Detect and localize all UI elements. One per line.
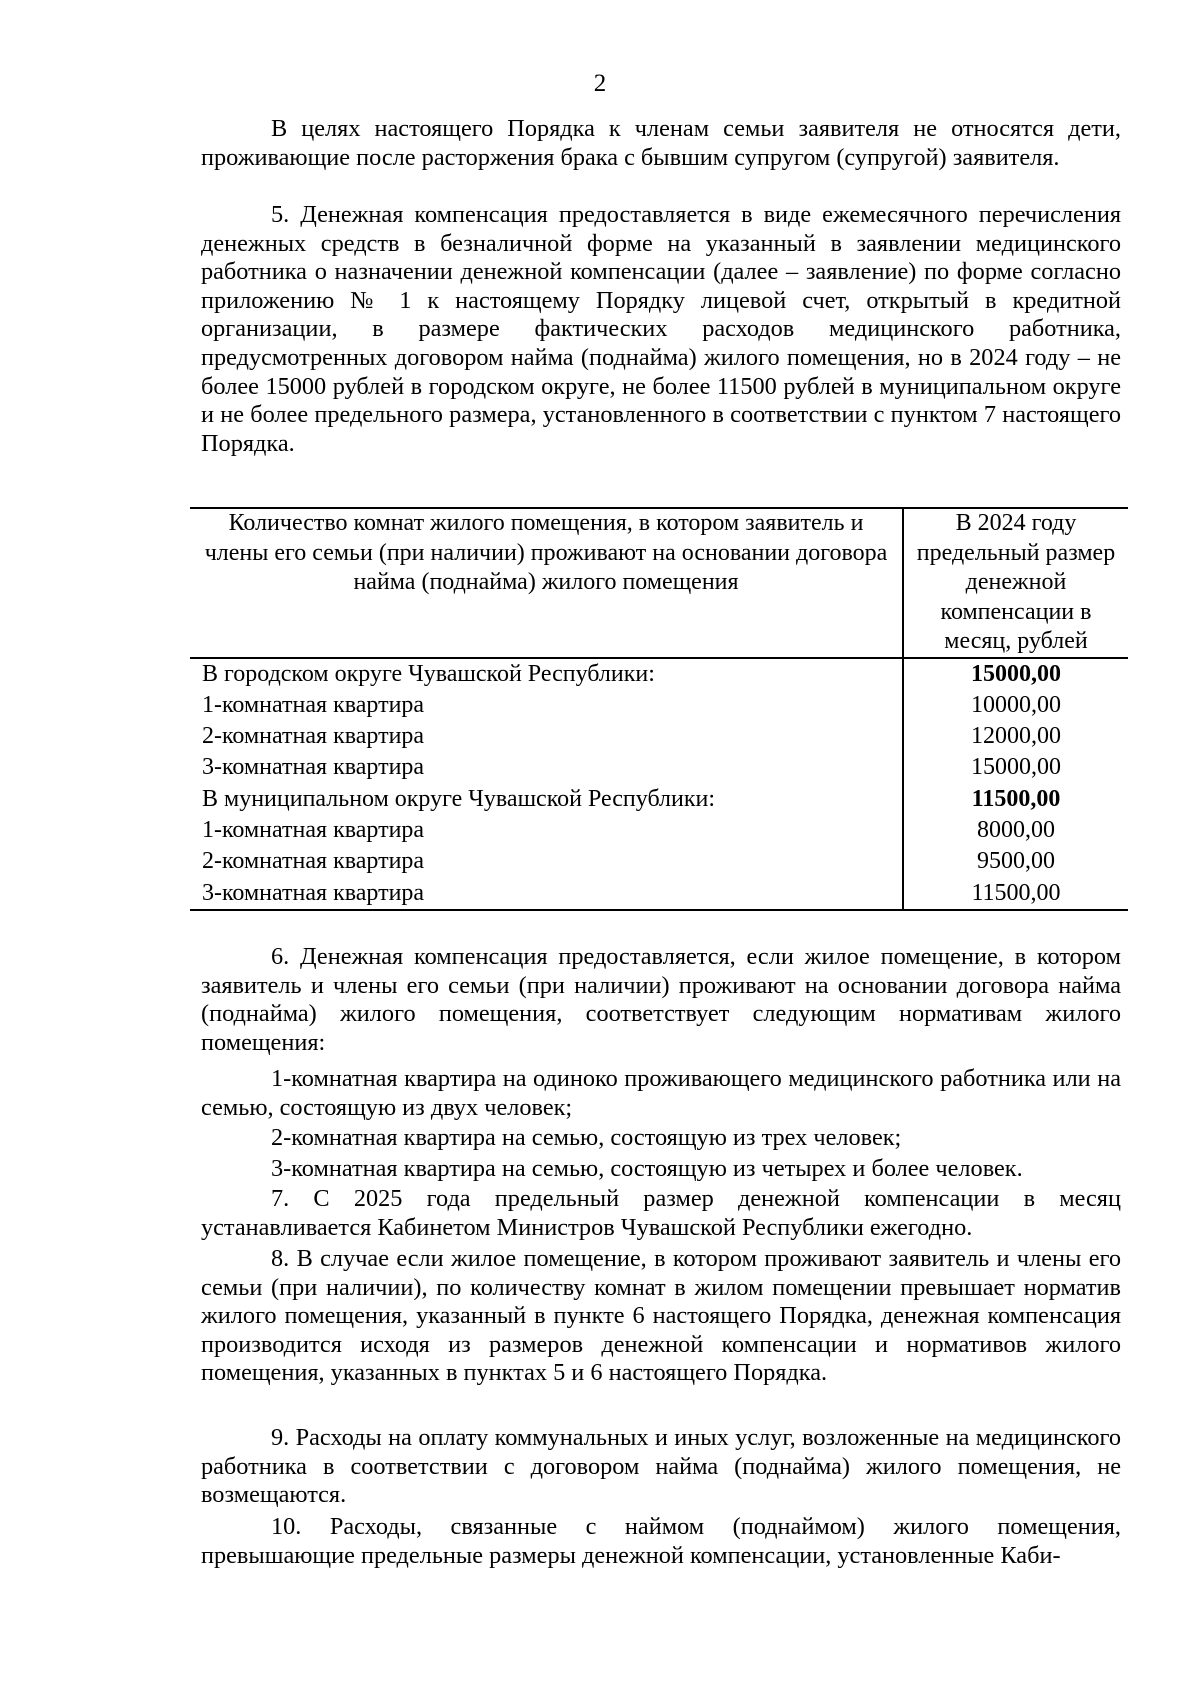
row-value: 15000,00 (903, 658, 1128, 690)
row-label: 3-комнатная квартира (202, 754, 425, 781)
norm-item-3: 3-комнатная квартира на семью, состоящую из четырех и более человек. (271, 1155, 1023, 1182)
paragraph-5: 5. Денежная компенсация предоставляется в виде ежемесячного перечисления денежных средств в безналичной форме на указанный в заявлении медицинского работника о назначении денежной компенсации (далее – заявление) по форме согласно приложению № 1 к настоящему Порядку лицевой счет, открытый в кредитной организации, в размере фактических расходов медицинского работника, предусмотренных договором найма (поднайма) жилого помещения, но в 2024 году – не более 15000 рублей в городском округе, не более 11500 рублей в муниципальном округе и не более предельного размера, установленного в соответствии с пунктом 7 настоящего Порядка. (201, 201, 1121, 457)
row-value: 11500,00 (903, 878, 1128, 910)
table-row (190, 658, 1128, 690)
row-value: 10000,00 (903, 690, 1128, 721)
row-label: 2-комнатная квартира (202, 848, 425, 875)
paragraph-10: 10. Расходы, связанные с наймом (поднаймом) жилого помещения, превышающие предельные размеры денежной компенсации, установленные Каби- (201, 1513, 1121, 1569)
row-label: В муниципальном округе Чувашской Республики: (202, 785, 716, 812)
table-row (190, 752, 1128, 783)
page-number: 2 (593, 70, 607, 97)
norm-item-1: 1-комнатная квартира на одиноко проживающего медицинского работника или на семью, состоящую из двух человек; (201, 1065, 1121, 1121)
row-label: 1-комнатная квартира (202, 816, 425, 843)
table-header-limit: В 2024 году предельный размер денежной компенсации в месяц, рублей (903, 508, 1128, 658)
table-row (190, 784, 1128, 815)
row-value: 12000,00 (903, 721, 1128, 752)
norm-item-2: 2-комнатная квартира на семью, состоящую из трех человек; (271, 1124, 902, 1151)
row-label: В городском округе Чувашской Республики: (202, 660, 655, 687)
table-row (190, 815, 1128, 846)
table-row (190, 846, 1128, 877)
paragraph-9: 9. Расходы на оплату коммунальных и иных услуг, возложенные на медицинского работника в соответствии с договором найма (поднайма) жилого помещения, не возмещаются. (201, 1424, 1121, 1509)
row-value: 15000,00 (903, 752, 1128, 783)
table-row (190, 878, 1128, 910)
compensation-limits-table (190, 507, 1128, 911)
table-row (190, 690, 1128, 721)
table-row (190, 721, 1128, 752)
table-header-rooms: Количество комнат жилого помещения, в котором заявитель и члены его семьи (при наличии) проживают на основании договора найма (поднайма) жилого помещения (190, 508, 903, 658)
paragraph-family-exclusion: В целях настоящего Порядка к членам семьи заявителя не относятся дети, проживающие после расторжения брака с бывшим супругом (супругой) заявителя. (201, 115, 1121, 171)
row-value: 9500,00 (903, 846, 1128, 877)
paragraph-8: 8. В случае если жилое помещение, в котором проживают заявитель и члены его семьи (при наличии), по количеству комнат в жилом помещении превышает норматив жилого помещения, указанный в пункте 6 настоящего Порядка, денежная компенсация производится исходя из размеров денежной компенсации и нормативов жилого помещения, указанных в пунктах 5 и 6 настоящего Порядка. (201, 1245, 1121, 1387)
row-label: 3-комнатная квартира (190, 878, 903, 910)
row-value: 8000,00 (903, 815, 1128, 846)
row-label: 2-комнатная квартира (202, 723, 425, 750)
row-label: 1-комнатная квартира (202, 691, 425, 718)
row-value: 11500,00 (903, 784, 1128, 815)
table-header-row (190, 508, 1128, 658)
paragraph-6: 6. Денежная компенсация предоставляется, если жилое помещение, в котором заявитель и члены его семьи (при наличии) проживают на основании договора найма (поднайма) жилого помещения, соответствует следующим нормативам жилого помещения: (201, 943, 1121, 1056)
paragraph-7: 7. С 2025 года предельный размер денежной компенсации в месяц устанавливается Кабинетом Министров Чувашской Республики ежегодно. (201, 1185, 1121, 1241)
